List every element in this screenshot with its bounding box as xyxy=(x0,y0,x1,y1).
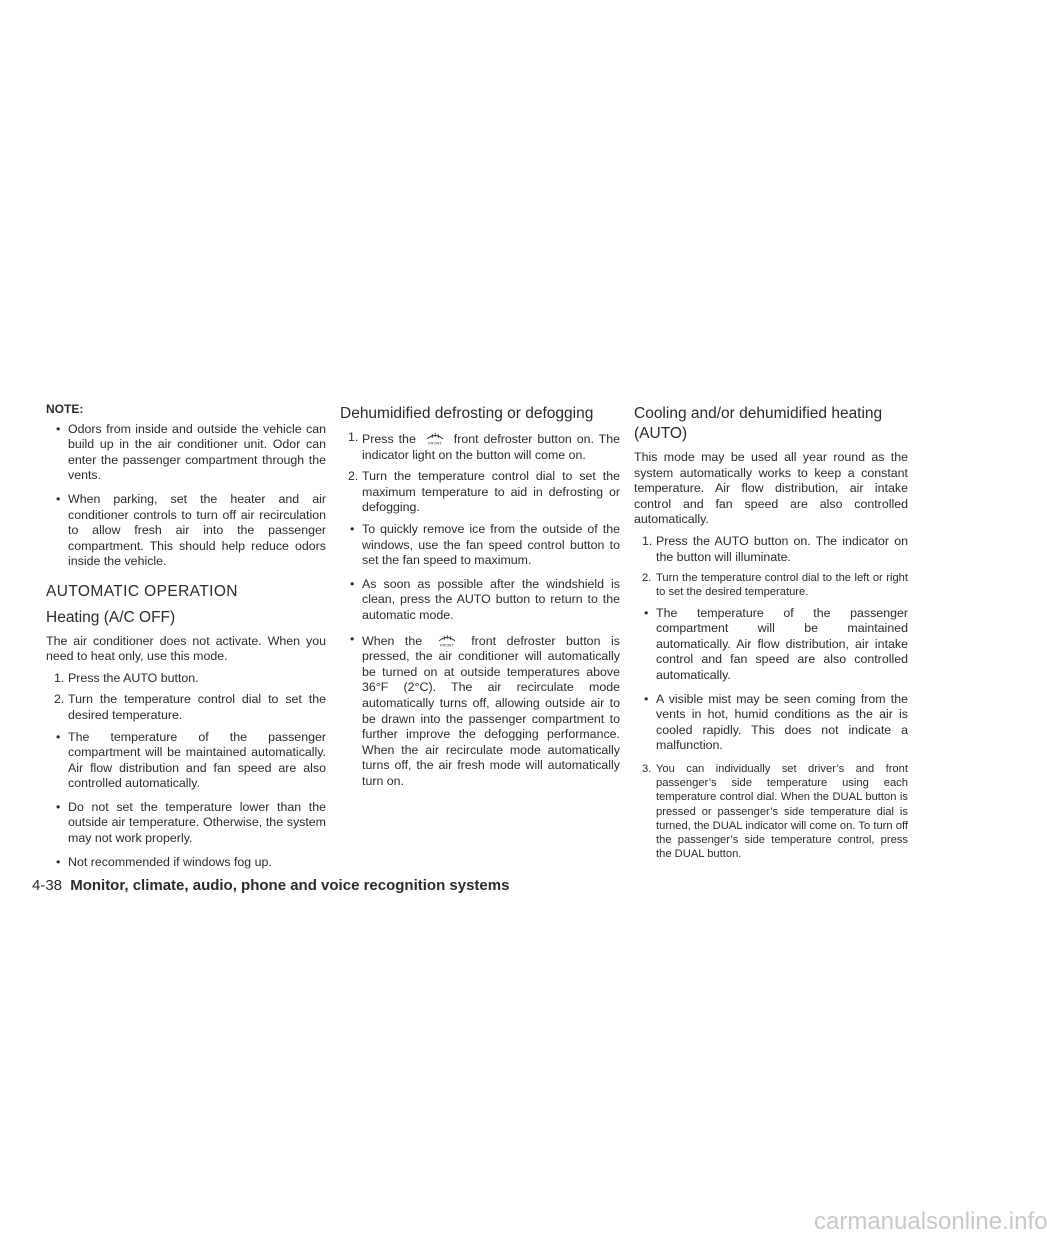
note-bullet: • Odors from inside and outside the vehicle can build up in the air conditioner unit. Odor can enter the passenger compartment through the vents. xyxy=(46,422,326,484)
section-heading: AUTOMATIC OPERATION xyxy=(46,582,238,600)
step-item: 3. You can individually set driver’s and front passenger’s side temperature using each temperature control dial. When the DUAL button is pressed or passenger’s side temperature dial is turned, the DUAL indicator will come on. To turn off the passenger’s side temperature control, press the DUAL button. xyxy=(642,762,908,861)
bullet-item: • As soon as possible after the windshield is clean, press the AUTO button to return to the automatic mode. xyxy=(340,577,620,624)
subsection-heading: Heating (A/C OFF) xyxy=(46,608,176,626)
bullet-item: • The temperature of the passenger compartment will be maintained automatically. Air flow distribution, air intake control and fan speed are also controlled automatically. xyxy=(634,606,908,684)
chapter-title: Monitor, climate, audio, phone and voice recognition systems xyxy=(70,877,510,894)
paragraph: This mode may be used all year round as the system automatically works to keep a constant temperature. Air flow distribution, air intake control and fan speed are also controlled automatically. xyxy=(634,450,908,527)
step-item: 2. Turn the temperature control dial to set the maximum temperature to aid in defrosting or defogging. xyxy=(348,469,620,515)
front-defroster-icon xyxy=(423,430,447,446)
subsection-heading: Cooling and/or dehumidified heating (AUTO) xyxy=(634,405,883,442)
front-defroster-icon xyxy=(435,632,459,648)
column-right xyxy=(634,404,908,867)
page-footer xyxy=(32,877,509,894)
column-left xyxy=(46,402,326,878)
bullet-item: • To quickly remove ice from the outside of the windows, use the fan speed control button to set the fan speed to maximum. xyxy=(340,522,620,569)
bullet-item: • Not recommended if windows fog up. xyxy=(46,855,326,871)
step-item: 1. Press the AUTO button on. The indicator on the button will illuminate. xyxy=(642,533,908,564)
watermark: carmanualsonline.info xyxy=(814,1208,1047,1235)
bullet-item: • Do not set the temperature lower than the outside air temperature. Otherwise, the system may not work properly. xyxy=(46,800,326,847)
step-item: 1. Press the AUTO button. xyxy=(54,670,199,685)
page-number: 4-38 xyxy=(32,877,63,894)
step-item: 2. Turn the temperature control dial to the left or right to set the desired temperature. xyxy=(642,572,908,599)
subsection-heading: Dehumidified defrosting or defogging xyxy=(340,405,594,422)
paragraph: The air conditioner does not activate. When you need to heat only, use this mode. xyxy=(46,633,326,664)
column-middle xyxy=(340,404,620,797)
step-item: 2. Turn the temperature control dial to set the desired temperature. xyxy=(54,692,326,722)
svg-text:FRONT: FRONT xyxy=(439,642,454,648)
note-bullet: • When parking, set the heater and air conditioner controls to turn off air recirculation to allow fresh air into the passenger compartment. This should help reduce odors inside the vehicle. xyxy=(46,492,326,570)
bullet-item: • A visible mist may be seen coming from the vents in hot, humid conditions as the air is cooled rapidly. This does not indicate a malfunction. xyxy=(634,692,908,754)
step-item: 1. Press the FRONT front defroster button on. The indicator light on the button will come on. xyxy=(348,430,621,462)
svg-text:FRONT: FRONT xyxy=(427,440,442,446)
note-heading: NOTE: xyxy=(46,402,84,416)
bullet-item: • The temperature of the passenger compartment will be maintained automatically. Air flow distribution and fan speed are also controlled automatically. xyxy=(46,730,326,792)
bullet-item: • When the FRONT front defroster button is pressed, the air conditioner will automatically be turned on at outside temperatures above 36°F (2°C). The air recirculate mode automatically turns off, allowing outside air to be drawn into the passenger compartment to further improve the defogging performance. When the air recirculate mode automatically turns off, the air fresh mode will automatically turn on. xyxy=(340,632,620,790)
